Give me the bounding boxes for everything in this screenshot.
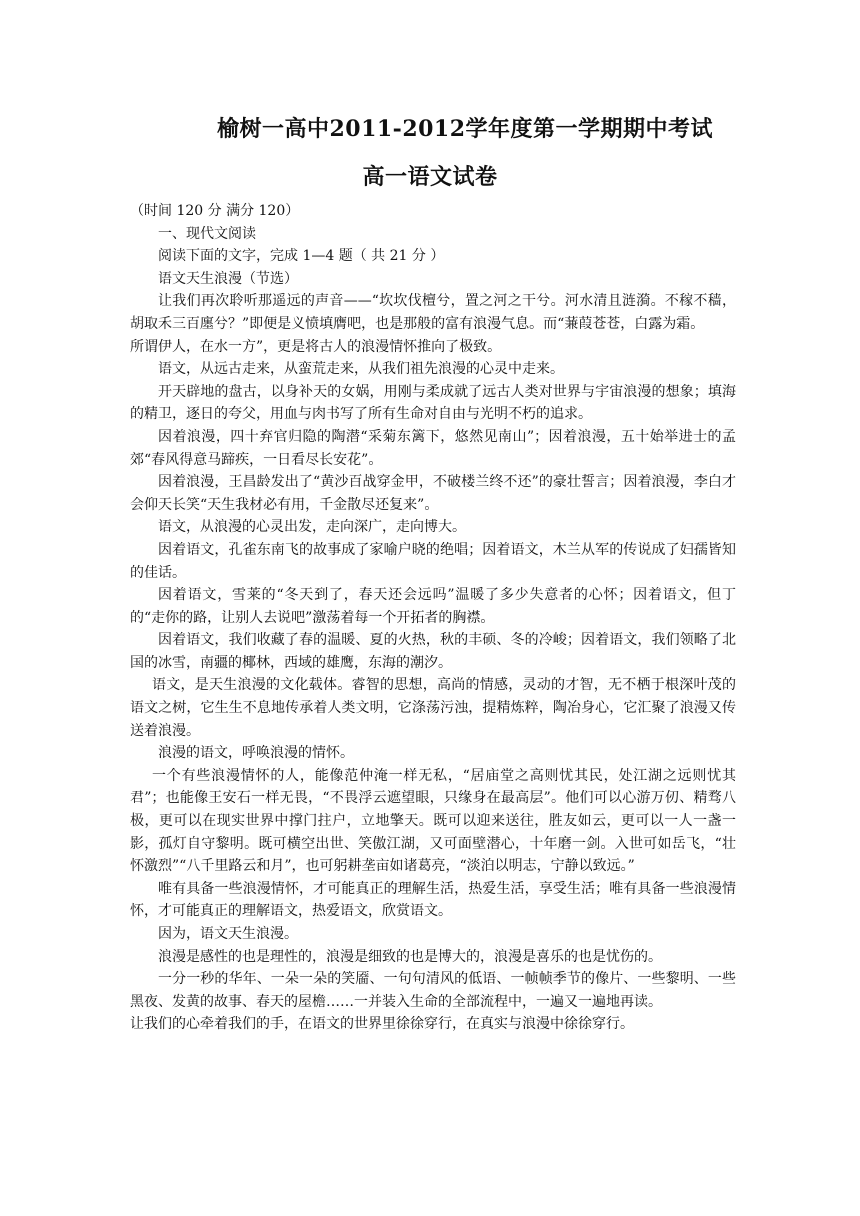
paragraph: 因着浪漫，四十弃官归隐的陶潜“采菊东篱下，悠然见南山”；因着浪漫，五十始举进士的孟郊“春风得意马蹄疾，一日看尽长安花”。: [130, 428, 736, 468]
exam-subtitle: 高一语文试卷: [362, 164, 498, 190]
paragraph: 因着语文，孔雀东南飞的故事成了家喻户晓的绝唱；因着语文，木兰从军的传说成了妇孺皆知的佳话。: [130, 541, 736, 581]
section-instruction: 阅读下面的文字，完成 1—4 题（ 共 21 分 ）: [158, 248, 445, 265]
paragraph: 因着语文，雪莱的“冬天到了，春天还会远吗”温暖了多少失意者的心怀；因着语文，但丁的“走你的路，让别人去说吧”激荡着每一个开拓者的胸襟。: [130, 587, 736, 626]
paragraph: 因着浪漫，王昌龄发出了“黄沙百战穿金甲，不破楼兰终不还”的豪壮誓言；因着浪漫，李白才会仰天长笑“天生我材必有用，千金散尽还复来”。: [130, 474, 736, 513]
paragraph: 让我们的心牵着我们的手，在语文的世界里徐徐穿行，在真实与浪漫中徐徐穿行。: [130, 1016, 634, 1033]
paragraph: 因为，语文天生浪漫。: [158, 926, 298, 942]
paragraph: 语文，从远古走来，从蛮荒走来，从我们祖先浪漫的心灵中走来。: [158, 361, 564, 378]
exam-body: [130, 200, 736, 1036]
exam-meta: （时间 120 分 满分 120）: [130, 203, 300, 219]
paragraph: 浪漫是感性的也是理性的，浪漫是细致的也是博大的，浪漫是喜乐的也是忧伤的。: [158, 948, 662, 965]
paragraph: 因着语文，我们收藏了春的温暖、夏的火热，秋的丰硕、冬的冷峻；因着语文，我们领略了北国的冰雪，南疆的椰林，西域的雄鹰，东海的潮汐。: [130, 632, 736, 671]
paragraph: 语文，从浪漫的心灵出发，走向深广，走向博大。: [158, 519, 466, 536]
paragraph: 所谓伊人，在水一方”，更是将古人的浪漫情怀推向了极致。: [130, 338, 502, 355]
article-title: 语文天生浪漫（节选）: [158, 270, 298, 287]
paragraph: 一分一秒的华年、一朵一朵的笑靥、一句句清风的低语、一帧帧季节的像片、一些黎明、一些黑夜、发黄的故事、春天的屋檐……一并装入生命的全部流程中，一遍又一遍地再读。: [130, 971, 736, 1010]
exam-title: 榆树一高中2011-2012学年度第一学期期中考试: [216, 116, 714, 142]
paragraph: 浪漫的语文，呼唤浪漫的情怀。: [158, 745, 354, 762]
paragraph: 唯有具备一些浪漫情怀，才可能真正的理解生活，热爱生活，享受生活；唯有具备一些浪漫情怀，才可能真正的理解语文，热爱语文，欣赏语文。: [130, 880, 736, 920]
paragraph: 让我们再次聆听那遥远的声音——“坎坎伐檀兮，置之河之干兮。河水清且涟漪。不稼不穑，胡取禾三百廛兮？”即便是义愤填膺吧，也是那般的富有浪漫气息。而“蒹葭苍苍，白露为霜。: [130, 293, 736, 332]
section-heading: 一、现代文阅读: [158, 225, 256, 242]
paragraph: 开天辟地的盘古，以身补天的女娲，用刚与柔成就了远古人类对世界与宇宙浪漫的想象；填海的精卫，逐日的夸父，用血与肉书写了所有生命对自由与光明不朽的追求。: [130, 383, 736, 423]
paragraph: 语文，是天生浪漫的文化载体。睿智的思想，高尚的情感，灵动的才智，无不栖于根深叶茂的语文之树，它生生不息地传承着人类文明，它涤荡污浊，提精炼粹，陶冶身心，它汇聚了浪漫又传送着浪漫。: [130, 677, 736, 739]
paragraph: 一个有些浪漫情怀的人，能像范仲淹一样无私，“居庙堂之高则忧其民，处江湖之远则忧其君”；也能像王安石一样无畏，“不畏浮云遮望眼，只缘身在最高层”。他们可以心游万仞、精骛八极，更可以在现实世界中撑门拄户，立地擎天。既可以迎来送往，胜友如云，更可以一人一盏一影，孤灯自守黎明。既可横空出世、笑傲江湖，又可面壁潜心，十年磨一剑。入世可如岳飞，“壮怀激烈”“八千里路云和月”，也可躬耕垄亩如诸葛亮，“淡泊以明志，宁静以致远。”: [130, 767, 736, 875]
